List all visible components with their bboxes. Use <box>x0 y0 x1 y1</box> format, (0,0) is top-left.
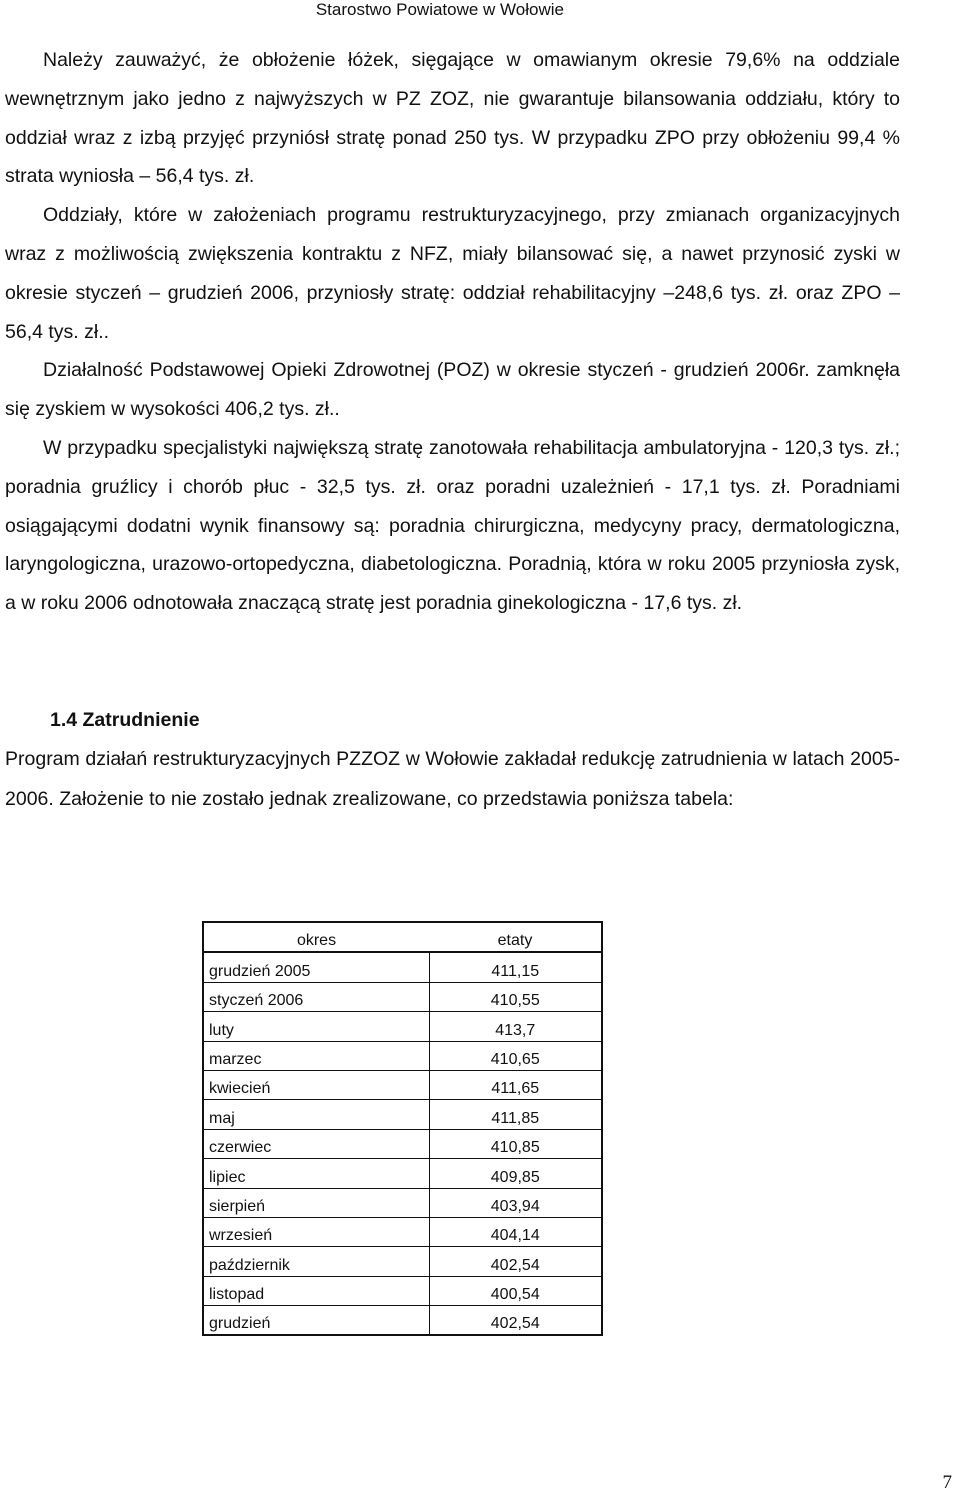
period-cell: grudzień 2005 <box>203 952 429 982</box>
table-row <box>203 1129 602 1158</box>
positions-cell: 410,55 <box>429 982 602 1011</box>
positions-cell: 411,85 <box>429 1100 602 1129</box>
table-row <box>203 1217 602 1246</box>
positions-cell: 404,14 <box>429 1217 602 1246</box>
table-row <box>203 1041 602 1070</box>
period-cell: grudzień <box>203 1306 429 1336</box>
column-header-positions: etaty <box>429 922 602 952</box>
positions-cell: 411,15 <box>429 952 602 982</box>
section-paragraph: Program działań restrukturyzacyjnych PZZOZ w Wołowie zakładał redukcję zatrudnienia w latach 2005-2006. Założenie to nie zostało jednak zrealizowane, co przedstawia poniższa tabela: <box>5 748 900 810</box>
table-row <box>203 1159 602 1188</box>
table-row <box>203 952 602 982</box>
positions-cell: 403,94 <box>429 1188 602 1217</box>
positions-cell: 411,65 <box>429 1070 602 1099</box>
positions-cell: 402,54 <box>429 1306 602 1336</box>
paragraph-poz-profit: Działalność Podstawowej Opieki Zdrowotnej (POZ) w okresie styczeń - grudzień 2006r. zamknęła się zyskiem w wysokości 406,2 tys. zł.. <box>5 359 900 421</box>
table-row <box>203 982 602 1011</box>
table-row <box>203 1012 602 1041</box>
positions-cell: 400,54 <box>429 1276 602 1305</box>
paragraph-specialist-clinics: W przypadku specjalistyki największą stratę zanotowała rehabilitacja ambulatoryjna - 120,3 tys. zł.; poradnia gruźlicy i chorób płuc - 32,5 tys. zł. oraz poradni uzależnień - 17,1 tys. zł. Poradniami osiągającymi dodatni wynik finansowy są: poradnia chirurgiczna, medycyny pracy, dermatologiczna, laryngologiczna, urazowo-ortopedyczna, diabetologiczna. Poradnią, która w roku 2005 przyniosła zysk, a w roku 2006 odnotowała znaczącą stratę jest poradnia ginekologiczna - 17,6 tys. zł. <box>5 436 900 615</box>
column-header-period: okres <box>203 922 429 952</box>
period-cell: wrzesień <box>203 1217 429 1246</box>
table-row <box>203 1247 602 1276</box>
table-header-row <box>203 922 602 952</box>
section-heading: 1.4 Zatrudnienie <box>50 709 200 731</box>
period-cell: maj <box>203 1100 429 1129</box>
page-header: Starostwo Powiatowe w Wołowie <box>315 0 564 19</box>
positions-cell: 413,7 <box>429 1012 602 1041</box>
positions-cell: 409,85 <box>429 1159 602 1188</box>
period-cell: marzec <box>203 1041 429 1070</box>
employment-table <box>202 921 603 1336</box>
period-cell: styczeń 2006 <box>203 982 429 1011</box>
period-cell: sierpień <box>203 1188 429 1217</box>
period-cell: kwiecień <box>203 1070 429 1099</box>
period-cell: luty <box>203 1012 429 1041</box>
table-row <box>203 1100 602 1129</box>
paragraph-bed-occupancy: Należy zauważyć, że obłożenie łóżek, sięgające w omawianym okresie 79,6% na oddziale wewnętrznym jako jedno z najwyższych w PZ ZOZ, nie gwarantuje bilansowania oddziału, który to oddział wraz z izbą przyjęć przyniósł stratę ponad 250 tys. W przypadku ZPO przy obłożeniu 99,4 % strata wyniosła – 56,4 tys. zł. <box>5 49 900 188</box>
period-cell: lipiec <box>203 1159 429 1188</box>
page-number: 7 <box>942 1472 952 1493</box>
paragraph-wards-loss: Oddziały, które w założeniach programu restrukturyzacyjnego, przy zmianach organizacyjnych wraz z możliwością zwiększenia kontraktu z NFZ, miały bilansować się, a nawet przynosić zyski w okresie styczeń – grudzień 2006, przyniosły stratę: oddział rehabilitacyjny –248,6 tys. zł. oraz ZPO – 56,4 tys. zł.. <box>5 204 900 343</box>
period-cell: czerwiec <box>203 1129 429 1158</box>
table-row <box>203 1306 602 1336</box>
positions-cell: 410,65 <box>429 1041 602 1070</box>
positions-cell: 410,85 <box>429 1129 602 1158</box>
body-text <box>5 41 900 623</box>
table-row <box>203 1188 602 1217</box>
period-cell: październik <box>203 1247 429 1276</box>
positions-cell: 402,54 <box>429 1247 602 1276</box>
table-row <box>203 1070 602 1099</box>
period-cell: listopad <box>203 1276 429 1305</box>
table-row <box>203 1276 602 1305</box>
